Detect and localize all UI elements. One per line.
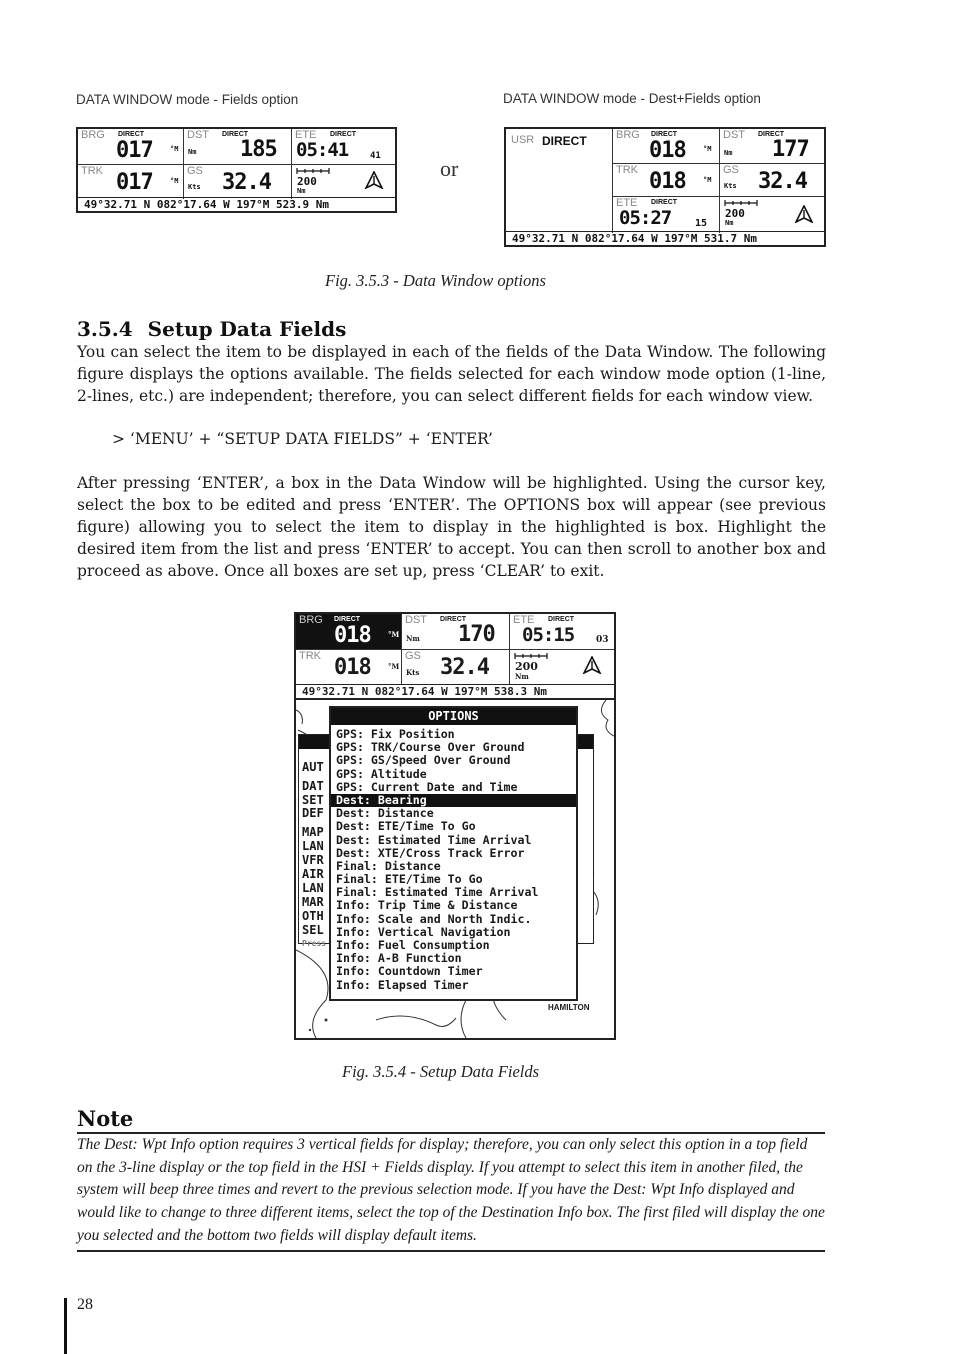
f2-north-arrow-icon bbox=[582, 656, 602, 674]
r-ete-value: 05:27 bbox=[619, 207, 672, 229]
bg-menu-item: SEL bbox=[302, 923, 324, 937]
usr-mode: DIRECT bbox=[542, 134, 587, 148]
f2-brg-value: 018 bbox=[334, 623, 371, 648]
option-item[interactable]: GPS: Fix Position bbox=[336, 727, 455, 741]
trk-cell bbox=[78, 165, 184, 199]
fig1-right-statusbar: 49°32.71 N 082°17.64 W 197°M 531.7 Nm bbox=[506, 231, 824, 245]
r-brg-unit: °M bbox=[703, 145, 712, 153]
option-item[interactable]: Dest: Estimated Time Arrival bbox=[336, 832, 532, 847]
or-text: or bbox=[440, 156, 459, 181]
r-brg-value: 018 bbox=[649, 138, 686, 163]
bg-menu-item: AUT bbox=[302, 760, 324, 774]
scale-ruler-icon bbox=[296, 168, 330, 174]
ete-label: ETE bbox=[295, 129, 317, 141]
r-brg-cell bbox=[613, 129, 720, 164]
f2-ete-mode: DIRECT bbox=[548, 616, 575, 623]
ete-mode: DIRECT bbox=[330, 131, 357, 138]
option-item[interactable]: GPS: Current Date and Time bbox=[336, 779, 518, 794]
r-scale-cell bbox=[720, 197, 824, 233]
ete-sub: 41 bbox=[370, 151, 381, 161]
option-item[interactable]: Info: A-B Function bbox=[336, 951, 462, 966]
f2-trk-unit: °M bbox=[388, 662, 400, 671]
r-gs-value: 32.4 bbox=[758, 169, 807, 194]
fig1-right-title: DATA WINDOW mode - Dest+Fields option bbox=[503, 91, 761, 106]
f2-dst-unit: Nm bbox=[406, 634, 420, 643]
r-gs-unit: Kts bbox=[724, 182, 737, 190]
section-command: > ‘MENU’ + “SETUP DATA FIELDS” + ‘ENTER’ bbox=[112, 430, 493, 448]
option-item[interactable]: Final: Distance bbox=[336, 858, 441, 873]
option-item[interactable]: GPS: GS/Speed Over Ground bbox=[336, 753, 511, 768]
section-para2: After pressing ‘ENTER’, a box in the Data Window will be highlighted. Using the cursor key, select the box to be edited and press ‘ENTER’. The OPTIONS box will appear (see previous figure) allowing you to select the item to display in the highlighted is box. Highlight the desired item from the list and press ‘ENTER’ to accept. You can then scroll to another box and proceed as above. Once all boxes are set up, press ‘CLEAR’ to exit. bbox=[77, 474, 826, 580]
section-number: 3.5.4 bbox=[77, 317, 133, 341]
option-item-selected[interactable]: Dest: Bearing bbox=[331, 794, 576, 807]
r-trk-value: 018 bbox=[649, 169, 686, 194]
f2-dst-value: 170 bbox=[458, 622, 495, 647]
f2-ete-label: ETE bbox=[513, 614, 535, 626]
fig1-left-title: DATA WINDOW mode - Fields option bbox=[76, 92, 299, 107]
f2-brg-mode: DIRECT bbox=[334, 616, 361, 623]
dst-mode: DIRECT bbox=[222, 131, 249, 138]
brg-mode: DIRECT bbox=[118, 131, 145, 138]
f2-brg-cell bbox=[296, 614, 402, 650]
bg-menu-item: DAT bbox=[302, 779, 324, 793]
f2-trk-value: 018 bbox=[334, 655, 371, 680]
fig2-data-window bbox=[296, 614, 614, 700]
fig2-caption: Fig. 3.5.4 - Setup Data Fields bbox=[342, 1062, 540, 1081]
r-ete-mode: DIRECT bbox=[651, 199, 678, 206]
note-bottom-rule bbox=[77, 1250, 825, 1252]
option-item[interactable]: Info: Countdown Timer bbox=[336, 964, 483, 979]
bg-menu-item: LAN bbox=[302, 839, 324, 853]
gs-value: 32.4 bbox=[222, 170, 271, 195]
gs-cell bbox=[184, 165, 292, 199]
section-heading bbox=[77, 317, 346, 341]
note-body: The Dest: Wpt Info option requires 3 vertical fields for display; therefore, you can only select this option in a top field on the 3-line display or the top field in the HSI + Fields display. If you attempt to select this item in another filed, the system will beep three times and revert to the previous selection mode. If you have the Dest: Wpt Info displayed and would like to change to three different items, select the top of the Destination Info box. The first filed will display the one you selected and the bottom two fields will display default items. bbox=[77, 1136, 825, 1244]
r-trk-label: TRK bbox=[616, 164, 638, 176]
option-item[interactable]: Info: Fuel Consumption bbox=[336, 938, 490, 952]
r-gs-label: GS bbox=[723, 164, 739, 176]
r-dst-cell bbox=[720, 129, 824, 164]
f2-dst-mode: DIRECT bbox=[440, 616, 467, 623]
trk-value: 017 bbox=[116, 170, 153, 195]
fig1-caption: Fig. 3.5.3 - Data Window options bbox=[325, 271, 546, 290]
bg-menu-item: Press bbox=[302, 939, 327, 948]
f2-brg-label: BRG bbox=[299, 614, 323, 626]
r-brg-label: BRG bbox=[616, 129, 640, 141]
option-item[interactable]: Info: Scale and North Indic. bbox=[336, 911, 532, 926]
fig2-screen bbox=[294, 612, 616, 1040]
option-item[interactable]: Dest: Distance bbox=[336, 806, 434, 821]
bg-menu-item: DEF bbox=[302, 806, 324, 820]
dst-value: 185 bbox=[240, 137, 277, 162]
ete-value: 05:41 bbox=[296, 139, 349, 161]
f2-statusbar: 49°32.71 N 082°17.64 W 197°M 538.3 Nm bbox=[296, 684, 614, 698]
f2-scale-cell bbox=[510, 650, 614, 684]
r-dst-value: 177 bbox=[772, 137, 809, 162]
scale-value: 200 bbox=[297, 175, 317, 188]
r-gs-cell bbox=[720, 164, 824, 197]
section-title: Setup Data Fields bbox=[147, 317, 347, 341]
option-item[interactable]: Info: Vertical Navigation bbox=[336, 924, 511, 939]
gs-label: GS bbox=[187, 165, 203, 177]
f2-ete-sub: 03 bbox=[596, 635, 609, 645]
brg-value: 017 bbox=[116, 138, 153, 163]
usr-label: USR bbox=[511, 134, 535, 146]
f2-brg-unit: °M bbox=[388, 630, 400, 639]
r-ete-cell bbox=[613, 197, 720, 233]
f2-ete-value: 05:15 bbox=[522, 624, 575, 646]
f2-scale-unit: Nm bbox=[515, 672, 529, 681]
scale-unit: Nm bbox=[297, 187, 306, 195]
trk-unit: °M bbox=[170, 177, 179, 185]
r-scale-unit: Nm bbox=[725, 219, 734, 227]
options-popup bbox=[329, 706, 578, 1001]
option-item[interactable]: GPS: Altitude bbox=[336, 766, 427, 781]
option-item[interactable]: Final: ETE/Time To Go bbox=[336, 872, 483, 887]
fig1-left-statusbar: 49°32.71 N 082°17.64 W 197°M 523.9 Nm bbox=[78, 197, 395, 211]
bg-menu-item: VFR bbox=[302, 853, 324, 867]
r-north-arrow-icon bbox=[794, 205, 814, 223]
note-title: Note bbox=[77, 1106, 134, 1131]
ete-cell bbox=[292, 129, 395, 165]
options-list bbox=[331, 725, 576, 992]
option-item[interactable]: Info: Elapsed Timer bbox=[336, 977, 469, 992]
usr-cell bbox=[506, 129, 613, 233]
option-item[interactable]: Dest: ETE/Time To Go bbox=[336, 819, 476, 834]
trk-label: TRK bbox=[81, 165, 103, 177]
bg-menu-item: OTH bbox=[302, 909, 324, 923]
r-trk-unit: °M bbox=[703, 176, 712, 184]
r-trk-cell bbox=[613, 164, 720, 197]
map-label: HAMILTON bbox=[548, 1003, 590, 1012]
r-scale-value: 200 bbox=[725, 207, 745, 220]
section-para1: You can select the item to be displayed in each of the fields of the Data Window. The following figure displays the options available. The fields selected for each window mode option (1-line, 2-lines, etc.) are independent; therefore, you can select different fields for each window view. bbox=[77, 343, 826, 405]
r-brg-mode: DIRECT bbox=[651, 131, 678, 138]
r-scale-ruler-icon bbox=[724, 200, 758, 206]
page-number: 28 bbox=[77, 1296, 93, 1313]
f2-scale-value: 200 bbox=[515, 660, 538, 673]
north-arrow-icon bbox=[364, 171, 384, 189]
option-item[interactable]: Dest: XTE/Cross Track Error bbox=[336, 845, 525, 860]
fig1-right-lcd bbox=[504, 127, 826, 247]
option-item[interactable]: Info: Trip Time & Distance bbox=[336, 898, 518, 913]
fig1-left-lcd bbox=[76, 127, 397, 213]
scale-cell bbox=[292, 165, 395, 199]
dst-label: DST bbox=[187, 129, 209, 141]
page-margin-bar bbox=[64, 1298, 67, 1354]
option-item[interactable]: GPS: TRK/Course Over Ground bbox=[336, 740, 525, 755]
f2-trk-label: TRK bbox=[299, 650, 321, 662]
brg-unit: °M bbox=[170, 145, 179, 153]
brg-cell bbox=[78, 129, 184, 165]
brg-label: BRG bbox=[81, 129, 105, 141]
f2-gs-cell bbox=[402, 650, 510, 684]
dst-cell bbox=[184, 129, 292, 165]
r-ete-sub: 15 bbox=[695, 218, 708, 229]
bg-menu-item: SET bbox=[302, 793, 324, 807]
options-title: OPTIONS bbox=[331, 708, 576, 725]
f2-gs-unit: Kts bbox=[406, 668, 420, 677]
bg-menu-item: LAN bbox=[302, 881, 324, 895]
gs-unit: Kts bbox=[188, 183, 201, 191]
f2-dst-label: DST bbox=[405, 614, 427, 626]
f2-gs-label: GS bbox=[405, 650, 421, 662]
dst-unit: Nm bbox=[188, 148, 197, 156]
bg-menu-item: MAR bbox=[302, 895, 324, 909]
bg-menu-item: AIR bbox=[302, 867, 324, 881]
r-ete-label: ETE bbox=[616, 197, 638, 209]
f2-gs-value: 32.4 bbox=[440, 655, 489, 680]
f2-trk-cell bbox=[296, 650, 402, 684]
bg-menu-item: MAP bbox=[302, 825, 324, 839]
r-dst-mode: DIRECT bbox=[758, 131, 785, 138]
f2-dst-cell bbox=[402, 614, 510, 650]
r-dst-label: DST bbox=[723, 129, 745, 141]
f2-scale-ruler-icon bbox=[514, 653, 548, 659]
f2-ete-cell bbox=[510, 614, 614, 650]
r-dst-unit: Nm bbox=[724, 149, 733, 157]
option-item[interactable]: Final: Estimated Time Arrival bbox=[336, 885, 539, 900]
